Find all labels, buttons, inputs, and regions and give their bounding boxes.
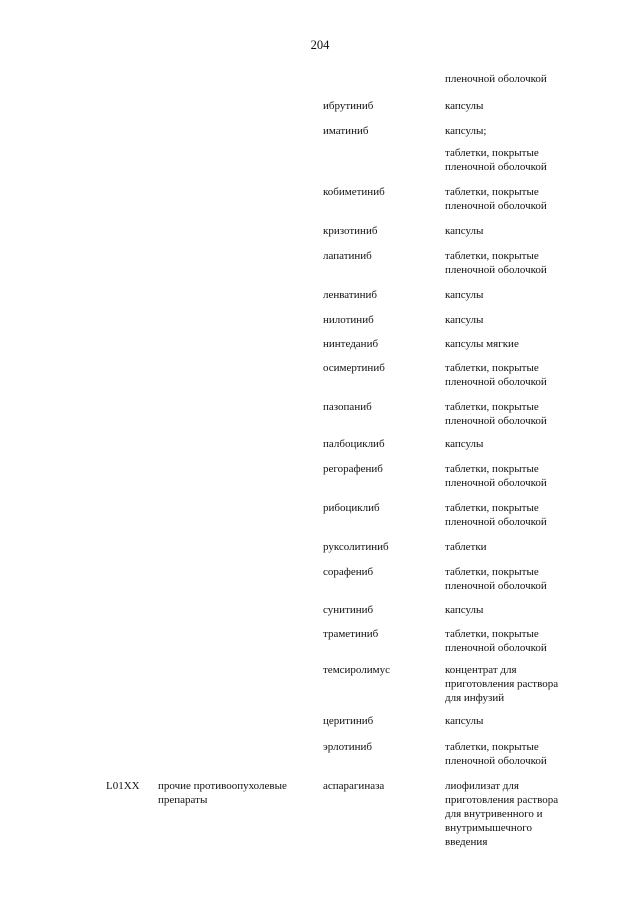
dosage-form: таблетки, покрытые пленочной оболочкой (445, 250, 547, 276)
dosage-form: капсулы (445, 604, 484, 616)
drug-name: нинтеданиб (323, 338, 379, 350)
dosage-form: капсулы (445, 715, 484, 727)
dosage-form: таблетки, покрытые пленочной оболочкой (445, 147, 547, 173)
pharmacological-group: прочие противоопухолевые препараты (158, 780, 287, 806)
drug-name: ленватиниб (323, 289, 377, 301)
drug-name: кобиметиниб (323, 186, 385, 198)
dosage-form: таблетки (445, 541, 487, 553)
dosage-form: концентрат для приготовления раствора для инфузий (445, 664, 559, 704)
dosage-form: капсулы мягкие (445, 338, 519, 350)
drug-name: палбоциклиб (323, 438, 385, 450)
dosage-form: таблетки, покрытые пленочной оболочкой (445, 401, 547, 427)
drug-name: темсиролимус (323, 664, 390, 676)
drug-name: пазопаниб (323, 401, 372, 413)
drug-name: осимертиниб (323, 362, 385, 374)
dosage-form: таблетки, покрытые пленочной оболочкой (445, 566, 547, 592)
page-number: 204 (310, 38, 330, 52)
drug-name: траметиниб (323, 628, 379, 640)
drug-name: регорафениб (323, 463, 383, 475)
atc-code: L01XX (106, 780, 140, 792)
dosage-form: таблетки, покрытые пленочной оболочкой (445, 186, 547, 212)
drug-name: эрлотиниб (323, 741, 372, 753)
drug-name: нилотиниб (323, 314, 374, 326)
drug-name: кризотиниб (323, 225, 378, 237)
drug-name: лапатиниб (323, 250, 372, 262)
dosage-form: таблетки, покрытые пленочной оболочкой (445, 502, 547, 528)
dosage-form: таблетки, покрытые пленочной оболочкой (445, 463, 547, 489)
dosage-form: капсулы (445, 289, 484, 301)
dosage-form: таблетки, покрытые пленочной оболочкой (445, 362, 547, 388)
drug-name: сорафениб (323, 566, 374, 578)
drug-name: ибрутиниб (323, 100, 374, 112)
drug-name: церитиниб (323, 715, 374, 727)
dosage-form: таблетки, покрытые пленочной оболочкой (445, 741, 547, 767)
dosage-form: таблетки, покрытые пленочной оболочкой (445, 628, 547, 654)
drug-name: аспарагиназа (323, 780, 385, 792)
dosage-form: лиофилизат для приготовления раствора для внутривенного и внутримышечного введения (445, 780, 559, 848)
drug-name: иматиниб (323, 125, 369, 137)
dosage-form: капсулы (445, 100, 484, 112)
dosage-form: капсулы (445, 225, 484, 237)
drug-name: руксолитиниб (323, 541, 389, 553)
dosage-form: пленочной оболочкой (445, 73, 547, 85)
drug-name: сунитиниб (323, 604, 374, 616)
dosage-form: капсулы; (445, 125, 487, 137)
drug-name: рибоциклиб (323, 502, 380, 514)
dosage-form: капсулы (445, 438, 484, 450)
dosage-form: капсулы (445, 314, 484, 326)
